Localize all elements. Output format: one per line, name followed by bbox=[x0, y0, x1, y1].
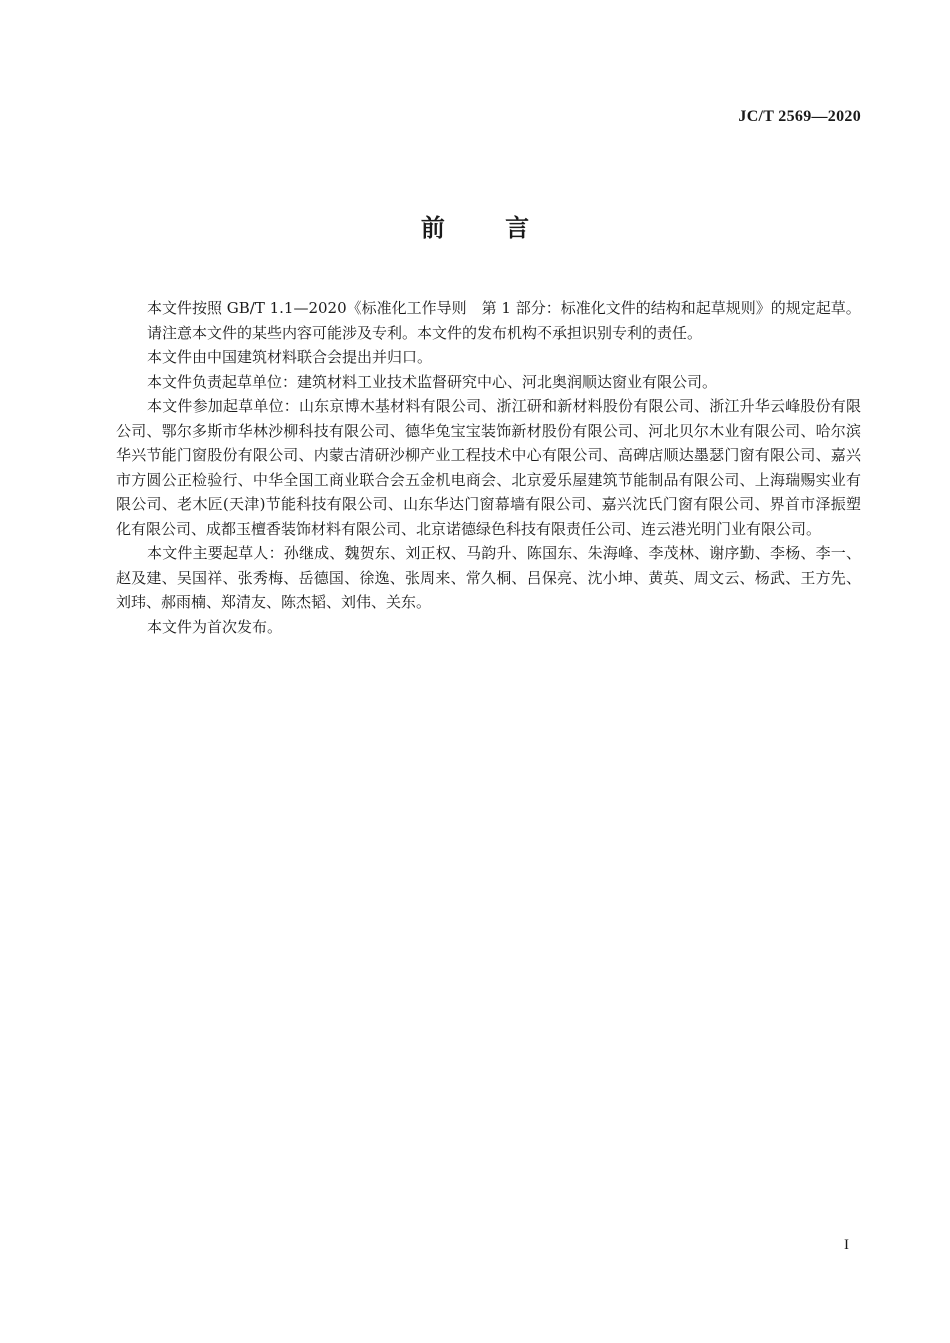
paragraph-first-release: 本文件为首次发布。 bbox=[147, 617, 283, 636]
section-title: 前 言 bbox=[420, 214, 556, 242]
paragraph-main-drafters: 本文件主要起草人：孙继成、魏贺东、刘正权、马韵升、陈国东、朱海峰、李茂林、谢序勤、李杨、李一、赵及建、吴国祥、张秀梅、岳德国、徐逸、张周来、常久桐、吕保亮、沈小坤、黄英、周文云、杨武、王方先、刘玮、郝雨楠、郑清友、陈杰韬、刘伟、关东。 bbox=[116, 544, 861, 611]
standard-code: JC/T 2569—2020 bbox=[738, 108, 861, 125]
paragraph-proposer: 本文件由中国建筑材料联合会提出并归口。 bbox=[147, 348, 433, 366]
paragraph-participating-drafters: 本文件参加起草单位：山东京博木基材料有限公司、浙江研和新材料股份有限公司、浙江升华云峰股份有限公司、鄂尔多斯市华林沙柳科技有限公司、德华兔宝宝装饰新材股份有限公司、河北贝尔木业有限公司、哈尔滨华兴节能门窗股份有限公司、内蒙古清研沙柳产业工程技术中心有限公司、高碑店顺达墨瑟门窗有限公司、嘉兴市方圆公正检验行、中华全国工商业联合会五金机电商会、北京爱乐屋建筑节能制品有限公司、上海瑞赐实业有限公司、老木匠(天津)节能科技有限公司、山东华达门窗幕墙有限公司、嘉兴沈氏门窗有限公司、界首市泽振塑化有限公司、成都玉檀香装饰材料有限公司、北京诺德绿色科技有限责任公司、连云港光明门业有限公司。 bbox=[116, 397, 861, 538]
paragraph-lead-drafters: 本文件负责起草单位：建筑材料工业技术监督研究中心、河北奥润顺达窗业有限公司。 bbox=[147, 372, 718, 391]
paragraph-drafting-rules: 本文件按照 GB/T 1.1—2020《标准化工作导则 第 1 部分：标准化文件的结构和起草规则》的规定起草。 bbox=[147, 299, 861, 317]
paragraph-patent-notice: 请注意本文件的某些内容可能涉及专利。本文件的发布机构不承担识别专利的责任。 bbox=[147, 323, 703, 342]
page-number: I bbox=[844, 1237, 849, 1253]
foreword-body bbox=[116, 296, 861, 639]
